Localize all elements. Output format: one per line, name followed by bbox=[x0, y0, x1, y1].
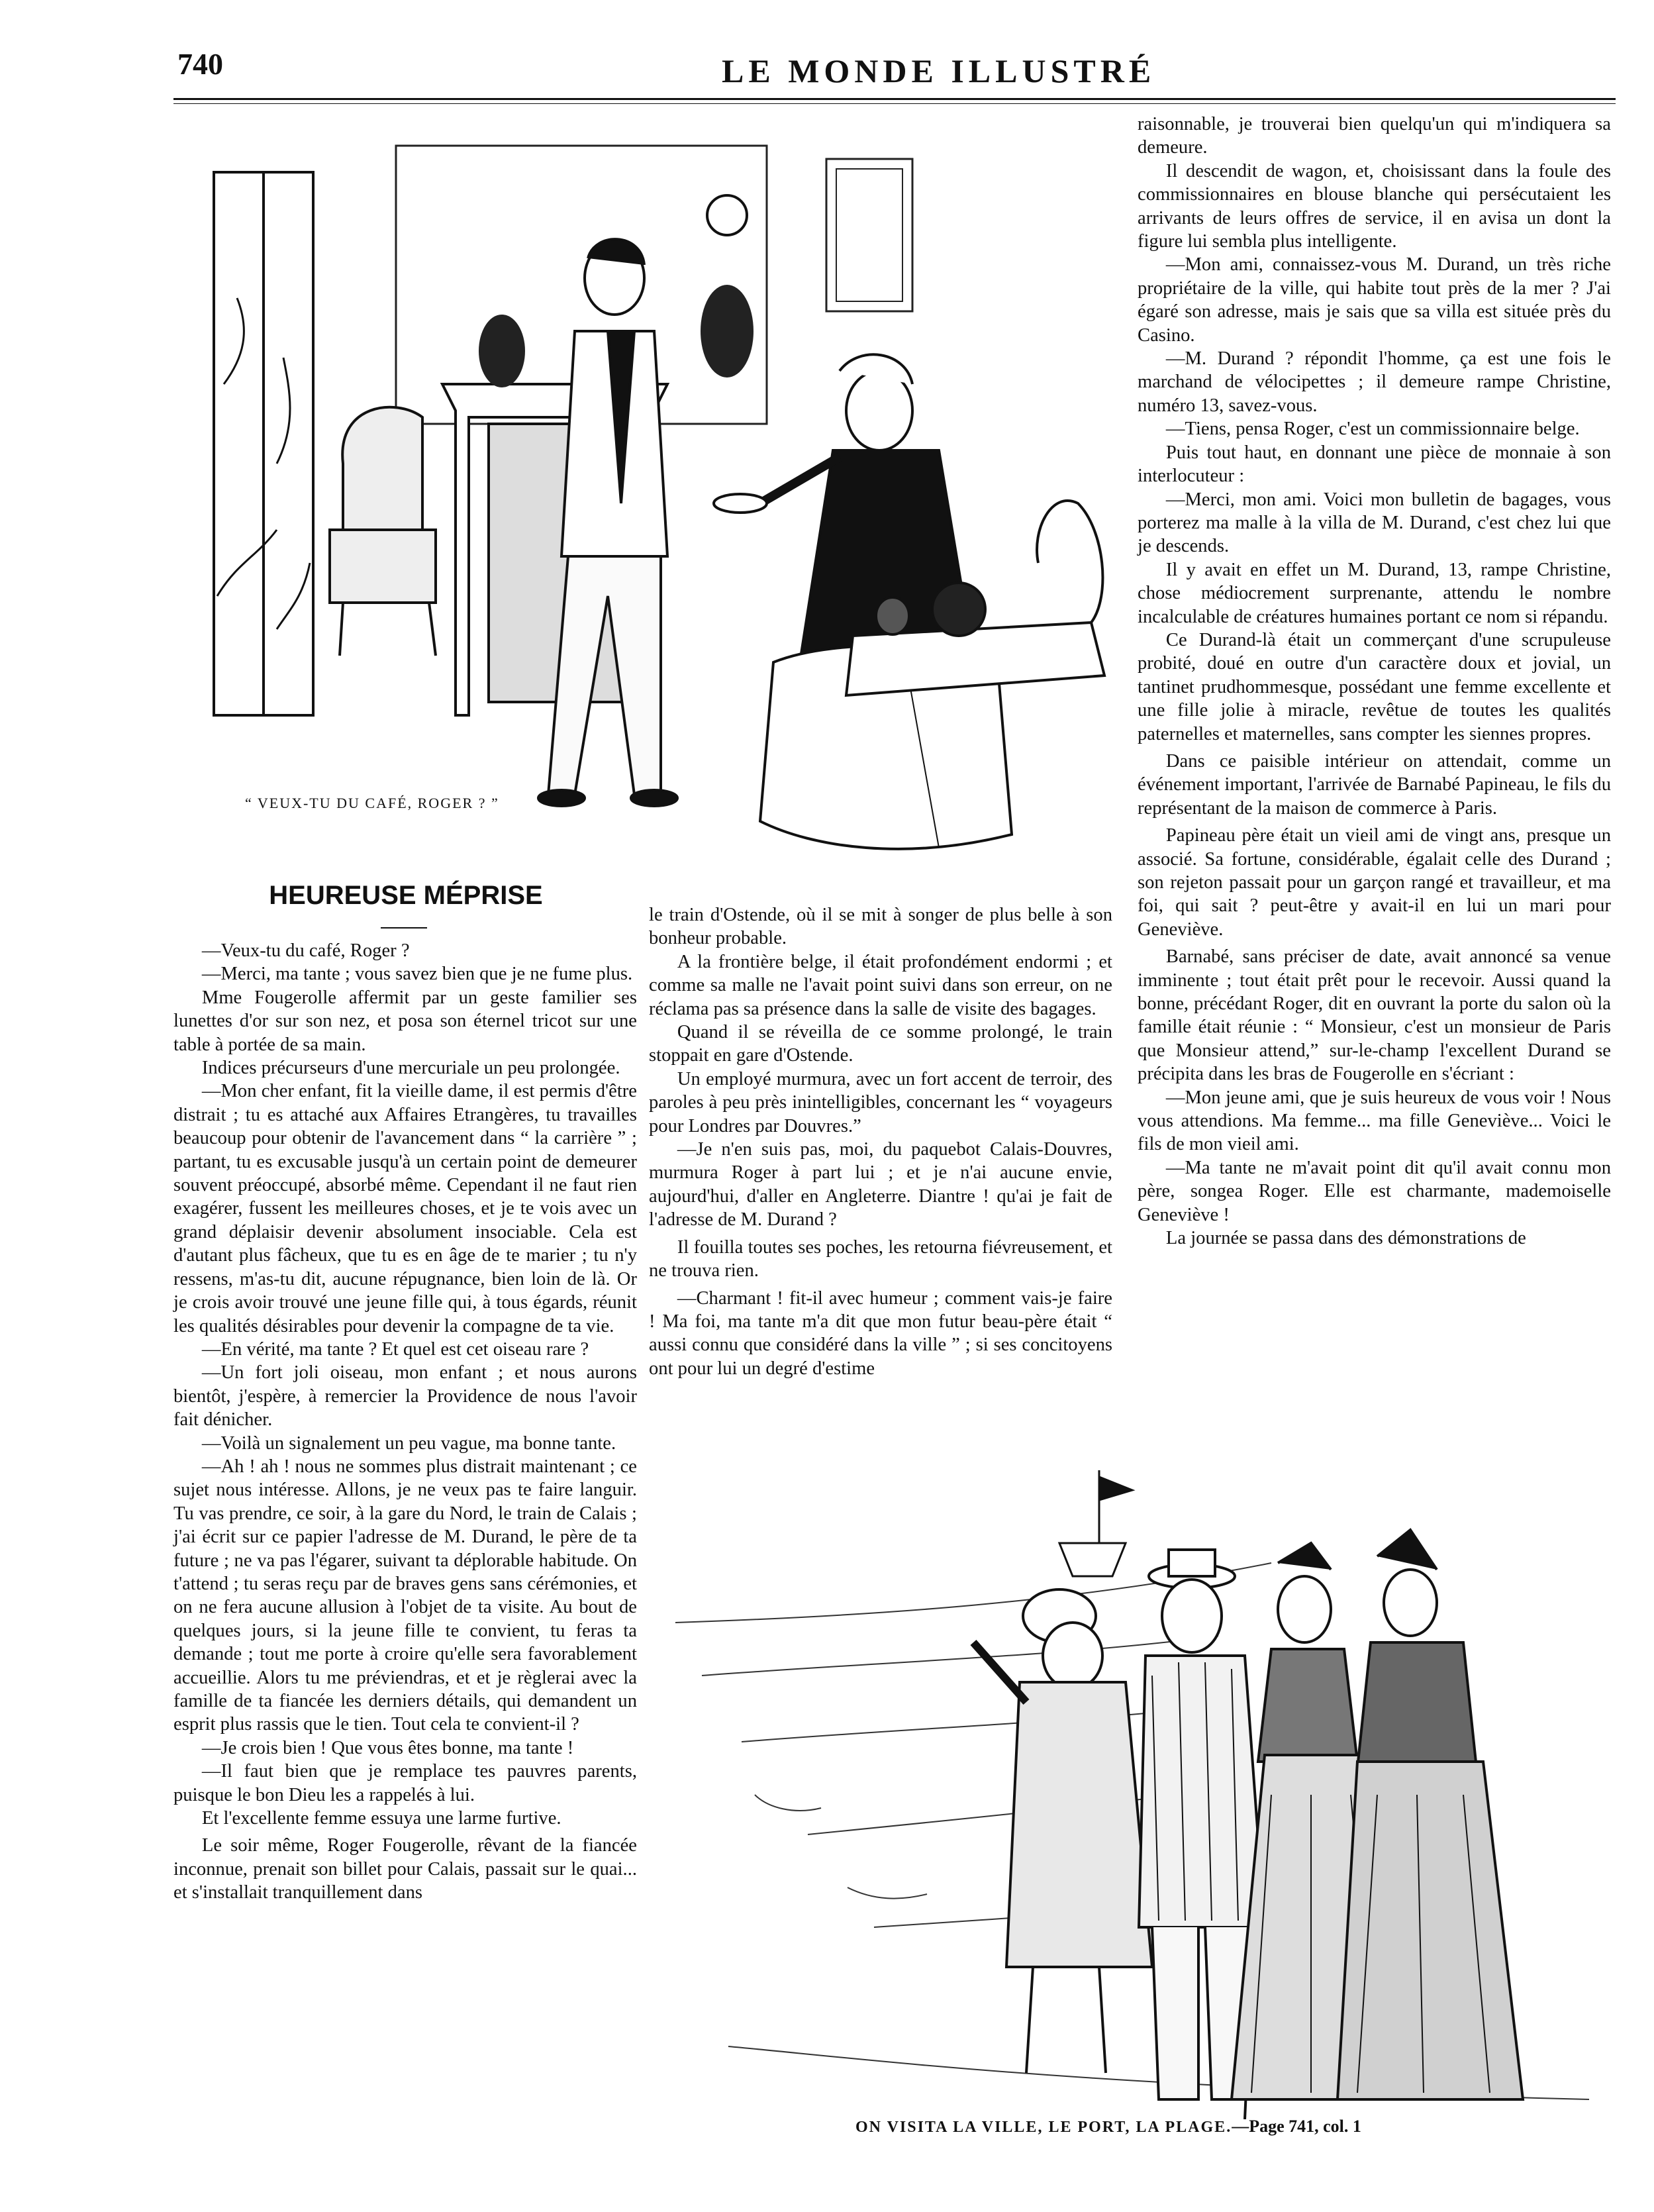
paragraph: raisonnable, je trouverai bien quelqu'un qui m'indiquera sa demeure. bbox=[1138, 114, 1611, 158]
publication-title: LE MONDE ILLUSTRÉ bbox=[722, 52, 1156, 89]
paragraph: A la frontière belge, il était profondément endormi ; et comme sa malle ne l'avait point suivi dans son erreur, on ne réclama pas sa présence dans la salle de visite des bagages. bbox=[649, 951, 1112, 1019]
paragraph: —Charmant ! fit-il avec humeur ; comment vais-je faire ! Ma foi, ma tante m'a dit que mon futur beau-père était “ aussi connu que considéré dans la ville ” ; si ses concitoyens ont pour lui un degré d'estime bbox=[649, 1287, 1112, 1379]
paragraph: Un employé murmura, avec un fort accent de terroir, des paroles à peu près inintelligibles, concernant les “ voyageurs pour Londres par Douvres.” bbox=[649, 1068, 1112, 1136]
paragraph: —Ma tante ne m'avait point dit qu'il avait connu mon père, songea Roger. Elle est charmante, mademoiselle Geneviève ! bbox=[1138, 1157, 1611, 1225]
story-title: HEUREUSE MÉPRISE bbox=[269, 881, 543, 910]
paragraph: Dans ce paisible intérieur on attendait, comme un événement important, l'arrivée de Barnabé Papineau, le fils du représentant de la maison de commerce à Paris. bbox=[1138, 750, 1611, 819]
title-rule bbox=[381, 927, 427, 929]
paragraph: —Merci, ma tante ; vous savez bien que je ne fume plus. bbox=[201, 964, 633, 985]
paragraph: —Je n'en suis pas, moi, du paquebot Calais-Douvres, murmura Roger à part lui ; et je n'ai aucune envie, aujourd'hui, d'aller en Angleterre. Diantre ! qu'ai je fait de l'adresse de M. Durand ? bbox=[649, 1139, 1112, 1231]
paragraph: Papineau père était un vieil ami de vingt ans, presque un associé. Sa fortune, considérable, égalait celle des Durand ; son rejeton passait pour un garçon rangé et travailleur, et ma foi, qui sait ? peut-être y avait-il en lui un mari pour Geneviève. bbox=[1138, 825, 1611, 940]
paragraph: —Mon jeune ami, que je suis heureux de vous voir ! Nous vous attendions. Ma femme... ma fille Geneviève... Voici le fils de mon vieil ami. bbox=[1138, 1087, 1611, 1155]
paragraph: —En vérité, ma tante ? Et quel est cet oiseau rare ? bbox=[201, 1338, 589, 1360]
paragraph: —Mon ami, connaissez-vous M. Durand, un très riche propriétaire de la ville, qui habite tout près de la mer ? J'ai égaré son adresse, mais je sais que sa villa est située près du Casino. bbox=[1138, 254, 1611, 346]
paragraph: —Ah ! ah ! nous ne sommes plus distrait maintenant ; ce sujet nous intéresse. Allons, je ne veux pas te faire languir. Tu vas prendre, ce soir, à la gare du Nord, le train de Calais ; j'ai écrit sur ce papier l'adresse de M. Durand, le père de ta future ; ne va pas l'égarer, suivant ta déplorable habitude. On t'attend ; tu seras reçu par de braves gens sans cérémonies, et on ne fera aucune allusion à l'objet de ta visite. Au bout de quelques jours, si la jeune fille te convient, tu feras ta demande ; tout me porte à croire qu'elle sera favorablement accueillie. Alors tu me préviendras, et et je règlerai avec la famille de ta fiancée les derniers détails, qui demandent un esprit plus rassis que le tien. Tout cela te convient-il ? bbox=[173, 1456, 637, 1735]
paragraph: —Merci, mon ami. Voici mon bulletin de bagages, vous porterez ma malle à la villa de M. Durand, c'est chez lui que je descends. bbox=[1138, 489, 1611, 557]
caption-text: ON VISITA LA VILLE, LE PORT, LA PLAGE. bbox=[855, 2119, 1232, 2136]
paragraph: Indices précurseurs d'une mercuriale un peu prolongée. bbox=[201, 1058, 620, 1079]
paragraph: —Tiens, pensa Roger, c'est un commissionnaire belge. bbox=[1165, 419, 1580, 440]
bottom-illustration-caption bbox=[855, 2117, 1361, 2137]
page-number: 740 bbox=[177, 47, 223, 81]
paragraph: Il y avait en effet un M. Durand, 13, rampe Christine, chose médiocrement surprenante, attendu le nombre incalculable de créatures humaines portant ce nom si répandu. bbox=[1138, 559, 1611, 627]
paragraph: —Je crois bien ! Que vous êtes bonne, ma tante ! bbox=[201, 1737, 574, 1758]
caption-ref: —Page 741, col. 1 bbox=[1232, 2117, 1361, 2136]
paragraph: Ce Durand-là était un commerçant d'une scrupuleuse probité, doué en outre d'un caractère doux et jovial, un tantinet prudhommesque, possédant une femme excellente et une fille jolie à miracle, revêtue de toutes les qualités paternelles et maternelles, sans compter les siennes propres. bbox=[1138, 629, 1611, 744]
paragraph: Il fouilla toutes ses poches, les retourna fiévreusement, et ne trouva rien. bbox=[649, 1236, 1112, 1282]
paragraph: Et l'excellente femme essuya une larme furtive. bbox=[201, 1808, 561, 1829]
header-rule-top bbox=[173, 98, 1616, 100]
paragraph: Puis tout haut, en donnant une pièce de monnaie à son interlocuteur : bbox=[1138, 442, 1611, 487]
illustration-beach bbox=[675, 1464, 1602, 2119]
paragraph: le train d'Ostende, où il se mit à songer de plus belle à son bonheur probable. bbox=[649, 905, 1112, 949]
text-column-2 bbox=[649, 903, 1112, 1380]
paragraph: Il descendit de wagon, et, choisissant dans la foule des commissionnaires en blouse blanche qui persécutaient les arrivants de leurs offres de service, il en avisa un dont la figure lui sembla plus intelligente. bbox=[1138, 160, 1611, 252]
paragraph: La journée se passa dans des démonstrations de bbox=[1165, 1228, 1526, 1249]
top-illustration-caption: “ VEUX-TU DU CAFÉ, ROGER ? ” bbox=[245, 795, 499, 811]
paragraph: —Un fort joli oiseau, mon enfant ; et nous aurons bientôt, j'espère, à remercier la Providence de nous l'avoir fait dénicher. bbox=[173, 1362, 637, 1431]
paragraph: Quand il se réveilla de ce somme prolongé, le train stoppait en gare d'Ostende. bbox=[649, 1022, 1112, 1066]
paragraph: —M. Durand ? répondit l'homme, ça est une fois le marchand de vélocipettes ; il demeure rampe Christine, numéro 13, savez-vous. bbox=[1138, 348, 1611, 416]
header-rule-bottom bbox=[173, 103, 1616, 104]
paragraph: —Voilà un signalement un peu vague, ma bonne tante. bbox=[201, 1433, 616, 1454]
paragraph: —Veux-tu du café, Roger ? bbox=[201, 940, 410, 961]
illustration-drawing-room bbox=[177, 132, 1118, 887]
text-column-1 bbox=[173, 939, 637, 1905]
paragraph: Barnabé, sans préciser de date, avait annoncé sa venue imminente ; tout était prêt pour le recevoir. Aussi quand la bonne, précédant Roger, dit en ouvrant la porte du salon où la famille était réunie : “ Monsieur, c'est un monsieur de Paris que Monsieur attend,” sur-le-champ l'excellent Durand se précipita dans les bras de Fougerolle en s'écriant : bbox=[1138, 946, 1611, 1085]
text-column-3 bbox=[1138, 113, 1611, 1250]
paragraph: —Mon cher enfant, fit la vieille dame, il est permis d'être distrait ; tu es attaché aux Affaires Etrangères, tu travailles beaucoup pour obtenir de l'avancement dans “ la carrière ” ; partant, tu es excusable jusqu'à un certain point de demeurer souvent préoccupé, absorbé même. Cependant il ne faut rien exagérer, fussent les meilleures choses, et je te vois avec un grand déplaisir devenir absolument insociable. Cela est d'autant plus fâcheux, que tu es en âge de te marier ; tu n'y ressens, m'as-tu dit, aucune répugnance, bien loin de là. Or je crois avoir trouvé une jeune fille qui, à tous égards, réunit les qualités désirables pour devenir la compagne de ta vie. bbox=[173, 1081, 637, 1336]
paragraph: Mme Fougerolle affermit par un geste familier ses lunettes d'or sur son nez, et posa son éternel tricot sur une table à portée de sa main. bbox=[173, 987, 637, 1055]
paragraph: —Il faut bien que je remplace tes pauvres parents, puisque le bon Dieu les a rappelés à lui. bbox=[173, 1761, 637, 1805]
paragraph: Le soir même, Roger Fougerolle, rêvant de la fiancée inconnue, prenait son billet pour Calais, passait sur le quai... et s'installait tranquillement dans bbox=[173, 1835, 637, 1903]
